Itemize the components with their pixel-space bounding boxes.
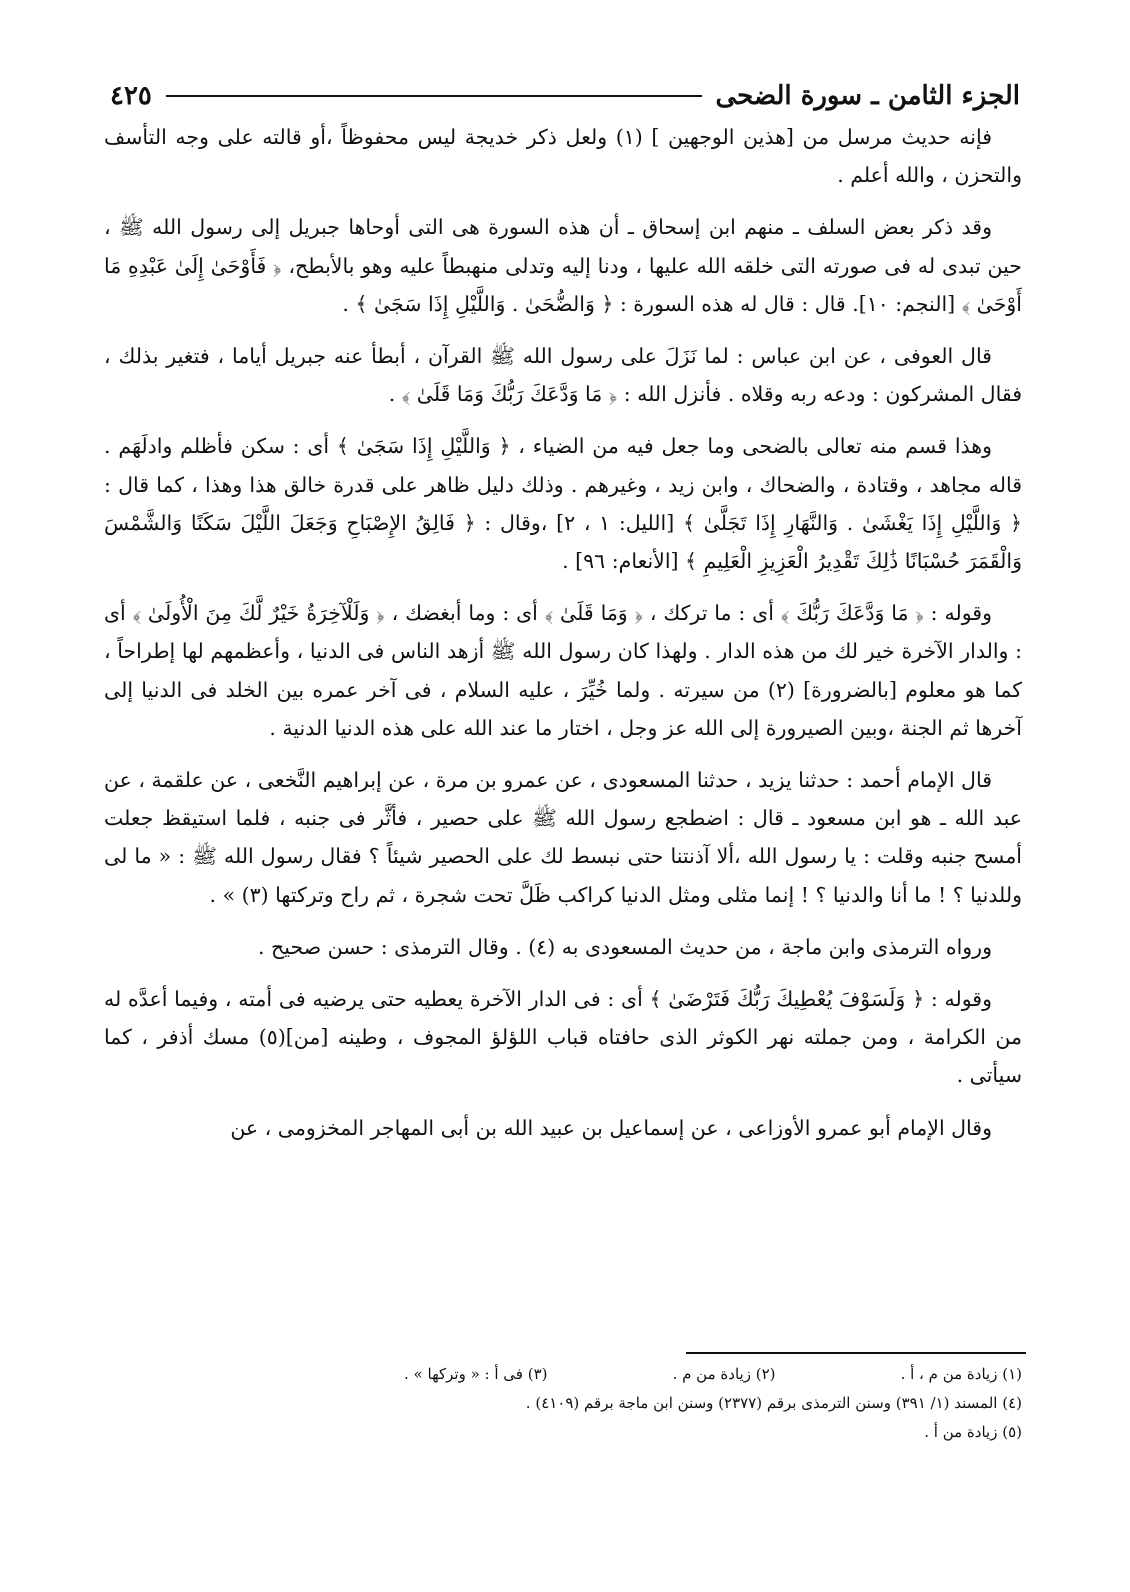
footnote-row bbox=[104, 1360, 1022, 1389]
footnote-2: (٢) زيادة من م . bbox=[672, 1365, 776, 1383]
footnotes bbox=[104, 1360, 1022, 1447]
paragraph: قال العوفى ، عن ابن عباس : لما نَزَلَ على رسول الله ﷺ القرآن ، أبطأ عنه جبريل أياما ، فتغير بذلك ، فقال المشركون : ودعه ربه وقلاه . فأنزل الله : ﴿ مَا وَدَّعَكَ رَبُّكَ وَمَا قَلَىٰ ﴾ . bbox=[104, 344, 1022, 407]
footnote-3: (٣) فى أ : « وتركها » . bbox=[404, 1365, 548, 1383]
main-text bbox=[104, 118, 1022, 1147]
page-header bbox=[110, 76, 1020, 116]
paragraph: وقوله : ﴿ مَا وَدَّعَكَ رَبُّكَ ﴾ أى : ما تركك ، ﴿ وَمَا قَلَىٰ ﴾ أى : وما أبغضك ، ﴿ وَلَلْآخِرَةُ خَيْرٌ لَّكَ مِنَ الْأُولَىٰ ﴾ أى : والدار الآخرة خير لك من هذه الدار . ولهذا كان رسول الله ﷺ أزهد الناس فى الدنيا ، وأعظمهم لها إطراحاً ، كما هو معلوم [بالضرورة] (٢) من سيرته . ولما خُيِّرَ ، عليه السلام ، فى آخر عمره بين الخلد فى الدنيا إلى آخرها ثم الجنة ،وبين الصيرورة إلى الله عز وجل ، اختار ما عند الله على هذه الدنيا الدنية . bbox=[104, 601, 1022, 740]
footnote-separator bbox=[686, 1352, 1026, 1354]
footnote-5: (٥) زيادة من أ . bbox=[924, 1423, 1022, 1441]
paragraph: وقال الإمام أبو عمرو الأوزاعى ، عن إسماعيل بن عبيد الله بن أبى المهاجر المخزومى ، عن bbox=[230, 1115, 992, 1140]
paragraph: قال الإمام أحمد : حدثنا يزيد ، حدثنا المسعودى ، عن عمرو بن مرة ، عن إبراهيم النَّخعى ، عن علقمة ، عن عبد الله ـ هو ابن مسعود ـ قال : اضطجع رسول الله ﷺ على حصير ، فأثَّر فى جنبه ، فلما استيقظ جعلت أمسح جنبه وقلت : يا رسول الله ،ألا آذنتنا حتى نبسط لك على الحصير شيئاً ؟ فقال رسول الله ﷺ : « ما لى وللدنيا ؟ ! ما أنا والدنيا ؟ ! إنما مثلى ومثل الدنيا كراكب ظَلَّ تحت شجرة ، ثم راح وتركتها (٣) » . bbox=[104, 768, 1022, 907]
running-title: الجزء الثامن ـ سورة الضحى bbox=[715, 81, 1020, 111]
paragraph: وقد ذكر بعض السلف ـ منهم ابن إسحاق ـ أن هذه السورة هى التى أوحاها جبريل إلى رسول الله ﷺ ، حين تبدى له فى صورته التى خلقه الله عليها ، ودنا إليه وتدلى منهبطاً عليه وهو بالأبطح، ﴿ فَأَوْحَىٰ إِلَىٰ عَبْدِهِ مَا أَوْحَىٰ ﴾ [النجم: ١٠]. قال : قال له هذه السورة : ﴿ وَالضُّحَىٰ . وَاللَّيْلِ إِذَا سَجَىٰ ﴾ . bbox=[104, 215, 1022, 316]
paragraph: وقوله : ﴿ وَلَسَوْفَ يُعْطِيكَ رَبُّكَ فَتَرْضَىٰ ﴾ أى : فى الدار الآخرة يعطيه حتى يرضيه فى أمته ، وفيما أعدَّه له من الكرامة ، ومن جملته نهر الكوثر الذى حافتاه قباب اللؤلؤ المجوف ، وطينه [من](٥) مسك أذفر ، كما سيأتى . bbox=[104, 987, 1022, 1088]
paragraph: وهذا قسم منه تعالى بالضحى وما جعل فيه من الضياء ، ﴿ وَاللَّيْلِ إِذَا سَجَىٰ ﴾ أى : سكن فأظلم وادلَهَم . قاله مجاهد ، وقتادة ، والضحاك ، وابن زيد ، وغيرهم . وذلك دليل ظاهر على قدرة خالق هذا وهذا ، كما قال : ﴿ وَاللَّيْلِ إِذَا يَغْشَىٰ . وَالنَّهَارِ إِذَا تَجَلَّىٰ ﴾ [الليل: ١ ، ٢] ،وقال : ﴿ فَالِقُ الإِصْبَاحِ وَجَعَلَ اللَّيْلَ سَكَنًا وَالشَّمْسَ وَالْقَمَرَ حُسْبَانًا ذَٰلِكَ تَقْدِيرُ الْعَزِيزِ الْعَلِيمِ ﴾ [الأنعام: ٩٦] . bbox=[104, 434, 1022, 574]
paragraph: فإنه حديث مرسل من [هذين الوجهين ] (١) ولعل ذكر خديجة ليس محفوظاً ،أو قالته على وجه التأسف والتحزن ، والله أعلم . bbox=[104, 125, 1022, 188]
page-number: ٤٢٥ bbox=[110, 81, 152, 111]
footnote-1: (١) زيادة من م ، أ . bbox=[900, 1365, 1022, 1383]
header-rule bbox=[166, 95, 702, 97]
footnote-4: (٤) المسند (١/ ٣٩١) وسنن الترمذى برقم (٢٣٧٧) وسنن ابن ماجة برقم (٤١٠٩) . bbox=[525, 1394, 1022, 1412]
paragraph: ورواه الترمذى وابن ماجة ، من حديث المسعودى به (٤) . وقال الترمذى : حسن صحيح . bbox=[258, 934, 992, 959]
